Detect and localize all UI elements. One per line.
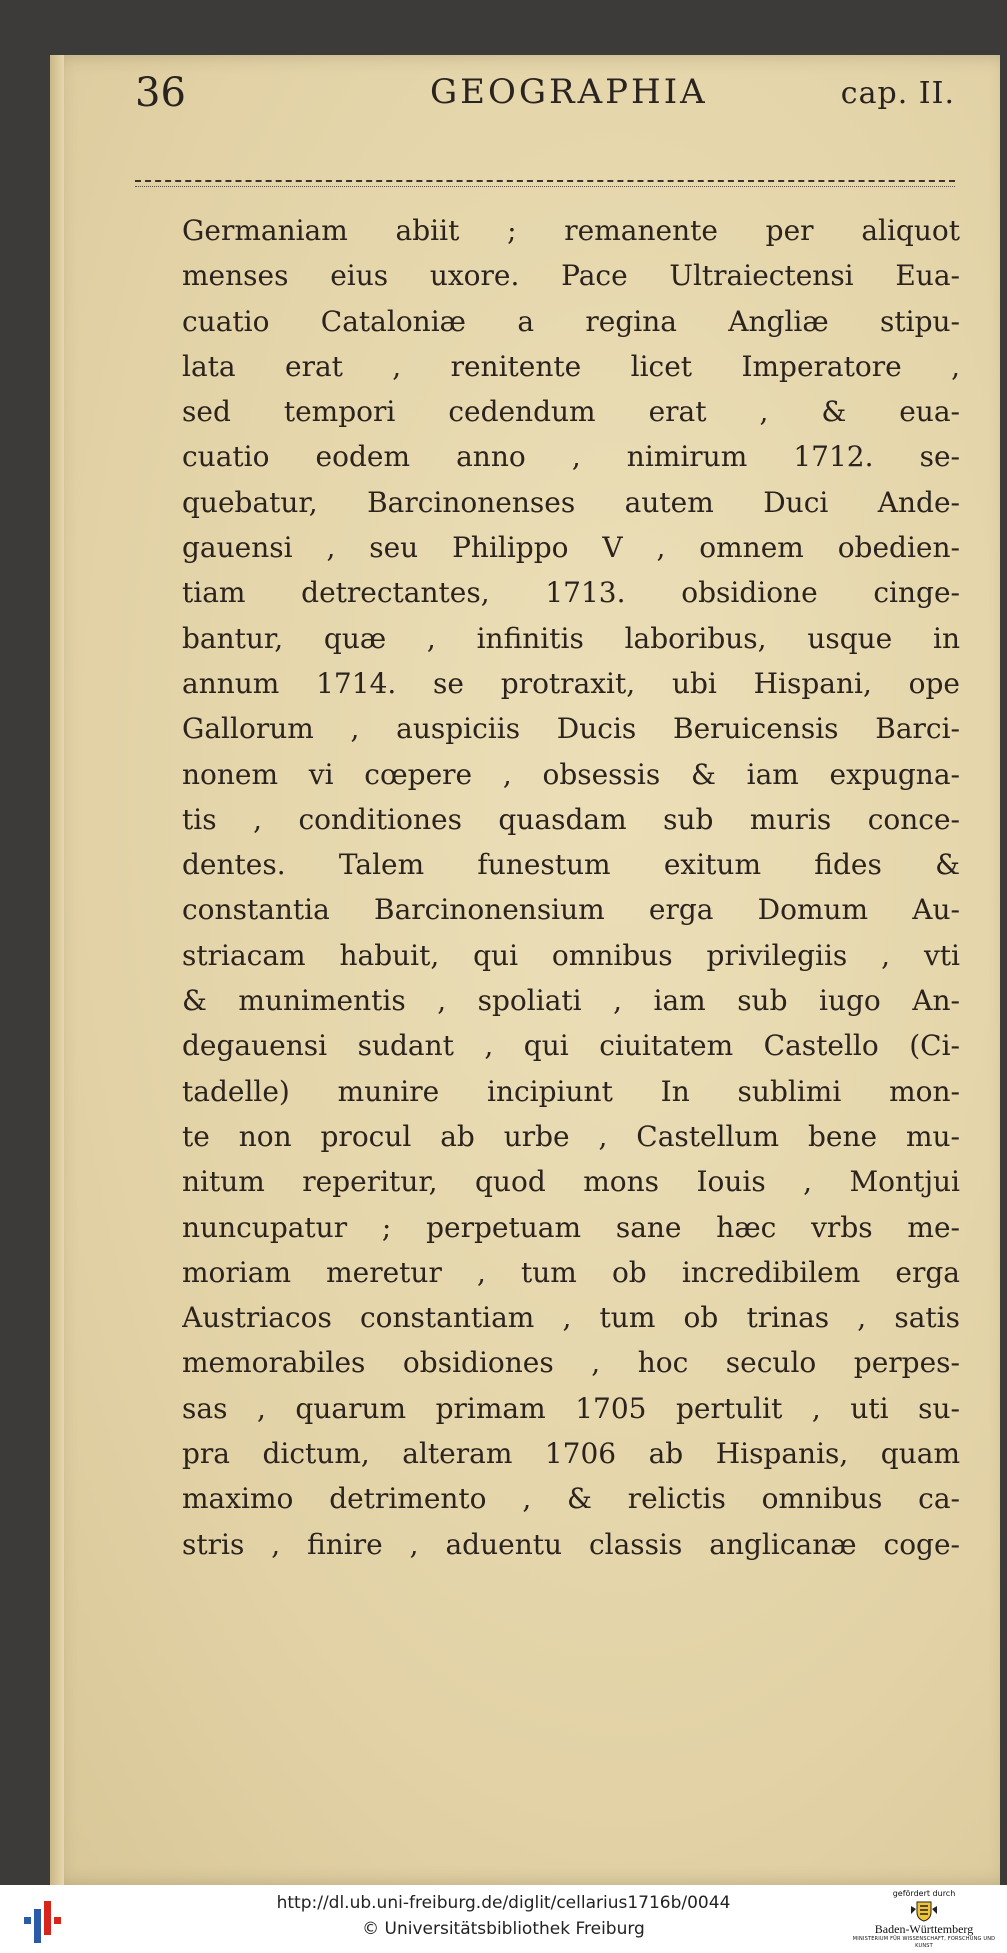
page-number: 36 [135, 70, 186, 116]
page-binding-edge [50, 55, 64, 1885]
text-line: striacam habuit, qui omnibus privilegiis , vti [182, 938, 960, 972]
body-text [182, 208, 960, 1567]
text-line: stris , finire , aduentu classis anglicanæ coge- [182, 1527, 960, 1561]
text-line: tiam detrectantes, 1713. obsidione cinge- [182, 576, 960, 610]
source-url[interactable]: http://dl.ub.uni-freiburg.de/diglit/cellarius1716b/0044 [276, 1893, 731, 1913]
text-line: Gallorum , auspiciis Ducis Beruicensis Barci- [182, 712, 960, 746]
text-line: cuatio eodem anno , nimirum 1712. se- [182, 440, 960, 474]
text-line: nitum reperitur, quod mons Iouis , Montjui [182, 1165, 960, 1199]
coat-of-arms-icon [909, 1900, 939, 1922]
text-line: menses eius uxore. Pace Ultraiectensi Eua- [182, 259, 960, 293]
text-line: bantur, quæ , infinitis laboribus, usque in [182, 621, 960, 655]
chapter-label: cap. II. [840, 76, 955, 111]
text-line: Germaniam abiit ; remanente per aliquot [182, 214, 960, 247]
copyright-notice: © Universitätsbibliothek Freiburg [362, 1919, 645, 1939]
text-line: constantia Barcinonensium erga Domum Au- [182, 893, 960, 927]
text-line: dentes. Talem funestum exitum fides & [182, 848, 960, 882]
text-line: annum 1714. se protraxit, ubi Hispani, ope [182, 666, 960, 700]
text-line: te non procul ab urbe , Castellum bene mu- [182, 1119, 960, 1153]
text-line: sas , quarum primam 1705 pertulit , uti su- [182, 1391, 960, 1425]
running-title: GEOGRAPHIA [430, 72, 708, 112]
text-line: degauensi sudant , qui ciuitatem Castello (Ci- [182, 1029, 960, 1063]
text-line: nonem vi cœpere , obsessis & iam expugna- [182, 757, 960, 791]
text-line: lata erat , renitente licet Imperatore , [182, 349, 960, 383]
text-line: Austriacos constantiam , tum ob trinas , satis [182, 1301, 960, 1335]
text-line: gauensi , seu Philippo V , omnem obedien- [182, 531, 960, 565]
text-line: tadelle) munire incipiunt In sublimi mon- [182, 1074, 960, 1108]
sponsor-ministry: MINISTERIUM FÜR WISSENSCHAFT, FORSCHUNG UND KUNST [852, 1936, 996, 1949]
text-line: tis , conditiones quasdam sub muris conce- [182, 802, 960, 836]
text-line: nuncupatur ; perpetuam sane hæc vrbs me- [182, 1210, 960, 1244]
text-line: moriam meretur , tum ob incredibilem erga [182, 1255, 960, 1289]
text-line: cuatio Cataloniæ a regina Angliæ stipu- [182, 304, 960, 338]
text-line: pra dictum, alteram 1706 ab Hispanis, quam [182, 1437, 960, 1471]
sponsor-name: Baden-Württemberg [874, 1922, 974, 1936]
text-line: quebatur, Barcinonenses autem Duci Ande- [182, 485, 960, 519]
running-head [135, 70, 955, 130]
text-line: memorabiles obsidiones , hoc seculo perpes- [182, 1346, 960, 1380]
text-line: & munimentis , spoliati , iam sub iugo An- [182, 984, 960, 1018]
text-line: maximo detrimento , & relictis omnibus ca- [182, 1482, 960, 1516]
text-line: sed tempori cedendum erat , & eua- [182, 395, 960, 429]
sponsor-caption: gefördert durch [892, 1889, 956, 1898]
sponsor-block [849, 1889, 999, 1951]
footer [0, 1885, 1007, 1953]
header-rule [135, 180, 955, 187]
